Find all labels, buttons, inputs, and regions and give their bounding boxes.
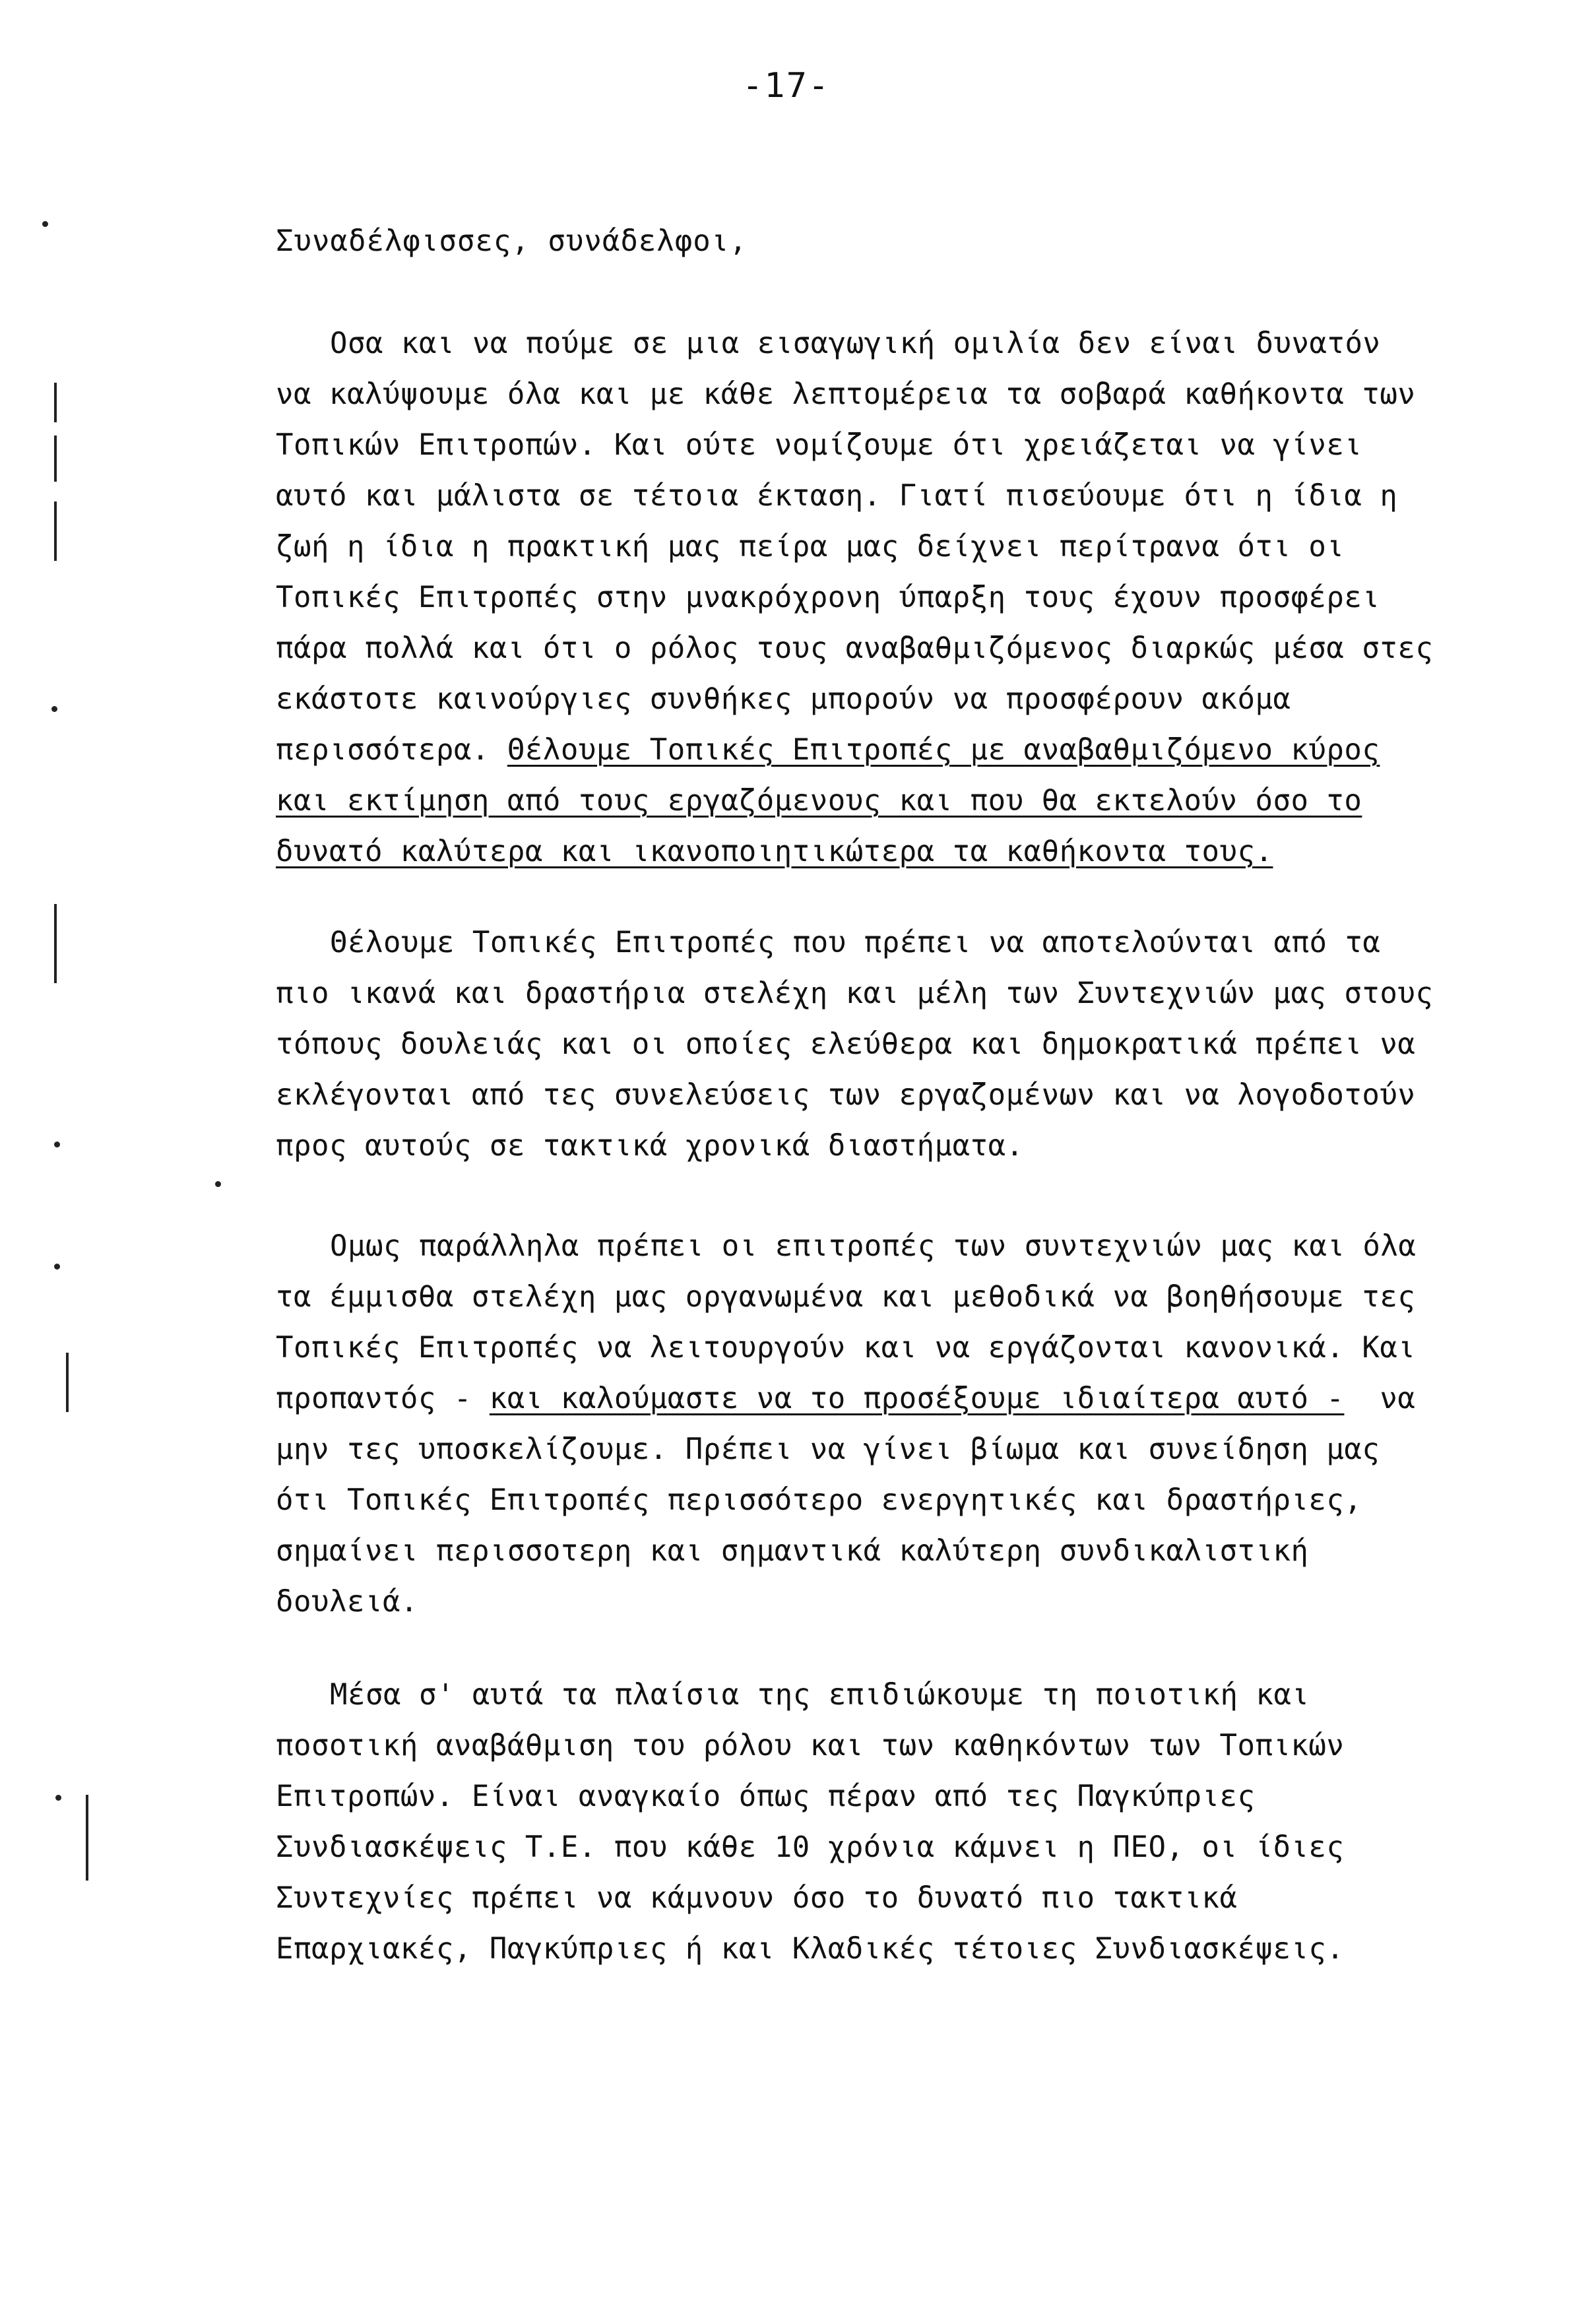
- text-line: Συνδιασκέψεις Τ.Ε. που κάθε 10 χρόνια κάμνει η ΠΕΟ, οι ίδιες: [276, 1830, 1345, 1864]
- text-line: τα έμμισθα στελέχη μας οργανωμένα και μεθοδικά να βοηθήσουμε τες: [276, 1280, 1416, 1314]
- margin-scan-mark: [54, 435, 57, 482]
- text-line: Τοπικές Επιτροπές να λειτουργούν και να εργάζονται κανονικά. Και: [276, 1331, 1416, 1365]
- margin-scan-mark: [54, 904, 57, 983]
- text-line: Τοπικές Επιτροπές στην μνακρόχρονη ύπαρξη τους έχουν προσφέρει: [276, 581, 1380, 614]
- paragraph-4: [276, 1669, 1411, 1974]
- margin-dot: [55, 1795, 61, 1801]
- text-line: να καλύψουμε όλα και με κάθε λεπτομέρεια τα σοβαρά καθήκοντα των: [276, 377, 1416, 411]
- text-line: ζωή η ίδια η πρακτική μας πείρα μας δείχνει περίτρανα ότι οι: [276, 530, 1345, 564]
- text-line: Επιτροπών. Είναι αναγκαίο όπως πέραν από τες Παγκύπριες: [276, 1780, 1256, 1813]
- text-run: να: [1344, 1382, 1416, 1415]
- margin-scan-mark: [86, 1795, 88, 1881]
- text-line: τόπους δουλειάς και οι οποίες ελεύθερα και δημοκρατικά πρέπει να: [276, 1027, 1416, 1061]
- text-line: πάρα πολλά και ότι ο ρόλος τους αναβαθμιζόμενος διαρκώς μέσα στες: [276, 631, 1434, 665]
- text-run: περισσότερα.: [276, 733, 507, 767]
- margin-dot: [51, 706, 57, 712]
- text-line: προς αυτούς σε τακτικά χρονικά διαστήματα.: [276, 1129, 1024, 1163]
- text-line: Τοπικών Επιτροπών. Και ούτε νομίζουμε ότι χρειάζεται να γίνει: [276, 428, 1362, 462]
- greeting: Συναδέλφισσες, συνάδελφοι,: [276, 224, 748, 258]
- text-line: ότι Τοπικές Επιτροπές περισσότερο ενεργητικές και δραστήριες,: [276, 1483, 1362, 1517]
- text-line: εκάστοτε καινούργιες συνθήκες μπορούν να προσφέρουν ακόμα: [276, 682, 1291, 716]
- margin-scan-mark: [54, 383, 57, 422]
- text-line: Θέλουμε Τοπικές Επιτροπές που πρέπει να αποτελούνται από τα: [330, 926, 1381, 959]
- text-run: προπαντός -: [276, 1382, 490, 1415]
- underlined-text: δυνατό καλύτερα και ικανοποιητικώτερα τα καθήκοντα τους.: [276, 835, 1273, 868]
- margin-dot: [215, 1181, 221, 1187]
- underlined-text: και εκτίμηση από τους εργαζόμενους και που θα εκτελούν όσο το: [276, 784, 1362, 818]
- margin-dot: [42, 221, 48, 227]
- text-line: Μέσα σ' αυτά τα πλαίσια της επιδιώκουμε τη ποιοτική και: [330, 1678, 1310, 1712]
- margin-dot: [54, 1142, 60, 1147]
- paragraph-3: [276, 1221, 1417, 1627]
- text-line: Συντεχνίες πρέπει να κάμνουν όσο το δυνατό πιο τακτικά: [276, 1881, 1238, 1915]
- text-line: ποσοτική αναβάθμιση του ρόλου και των καθηκόντων των Τοπικών: [276, 1729, 1345, 1762]
- text-line: [276, 725, 1411, 775]
- text-line: σημαίνει περισσοτερη και σημαντικά καλύτερη συνδικαλιστική: [276, 1534, 1309, 1568]
- text-line: Οσα και να πούμε σε μια εισαγωγική ομιλία δεν είναι δυνατόν: [330, 327, 1381, 360]
- margin-scan-mark: [66, 1353, 69, 1412]
- text-line: Επαρχιακές, Παγκύπριες ή και Κλαδικές τέτοιες Συνδιασκέψεις.: [276, 1932, 1345, 1966]
- text-line: [276, 1373, 1416, 1424]
- margin-scan-mark: [54, 501, 57, 561]
- text-line: μην τες υποσκελίζουμε. Πρέπει να γίνει βίωμα και συνείδηση μας: [276, 1433, 1380, 1466]
- text-line: δουλειά.: [276, 1585, 418, 1619]
- page-number: -17-: [742, 66, 831, 106]
- underlined-text: και καλούμαστε να το προσέξουμε ιδιαίτερα αυτό -: [489, 1382, 1345, 1415]
- paragraph-2: [276, 917, 1434, 1171]
- text-line: εκλέγονται από τες συνελεύσεις των εργαζομένων και να λογοδοτούν: [276, 1078, 1416, 1112]
- underlined-text: Θέλουμε Τοπικές Επιτροπές με αναβαθμιζόμενο κύρος: [507, 733, 1380, 767]
- text-line: [276, 775, 1411, 826]
- paragraph-1: [276, 318, 1434, 877]
- text-line: [276, 826, 1411, 877]
- text-line: Ομως παράλληλα πρέπει οι επιτροπές των συντεχνιών μας και όλα: [330, 1229, 1417, 1263]
- text-line: πιο ικανά και δραστήρια στελέχη και μέλη των Συντεχνιών μας στους: [276, 977, 1434, 1010]
- margin-dot: [54, 1264, 60, 1270]
- text-line: αυτό και μάλιστα σε τέτοια έκταση. Γιατί πισεύουμε ότι η ίδια η: [276, 479, 1398, 513]
